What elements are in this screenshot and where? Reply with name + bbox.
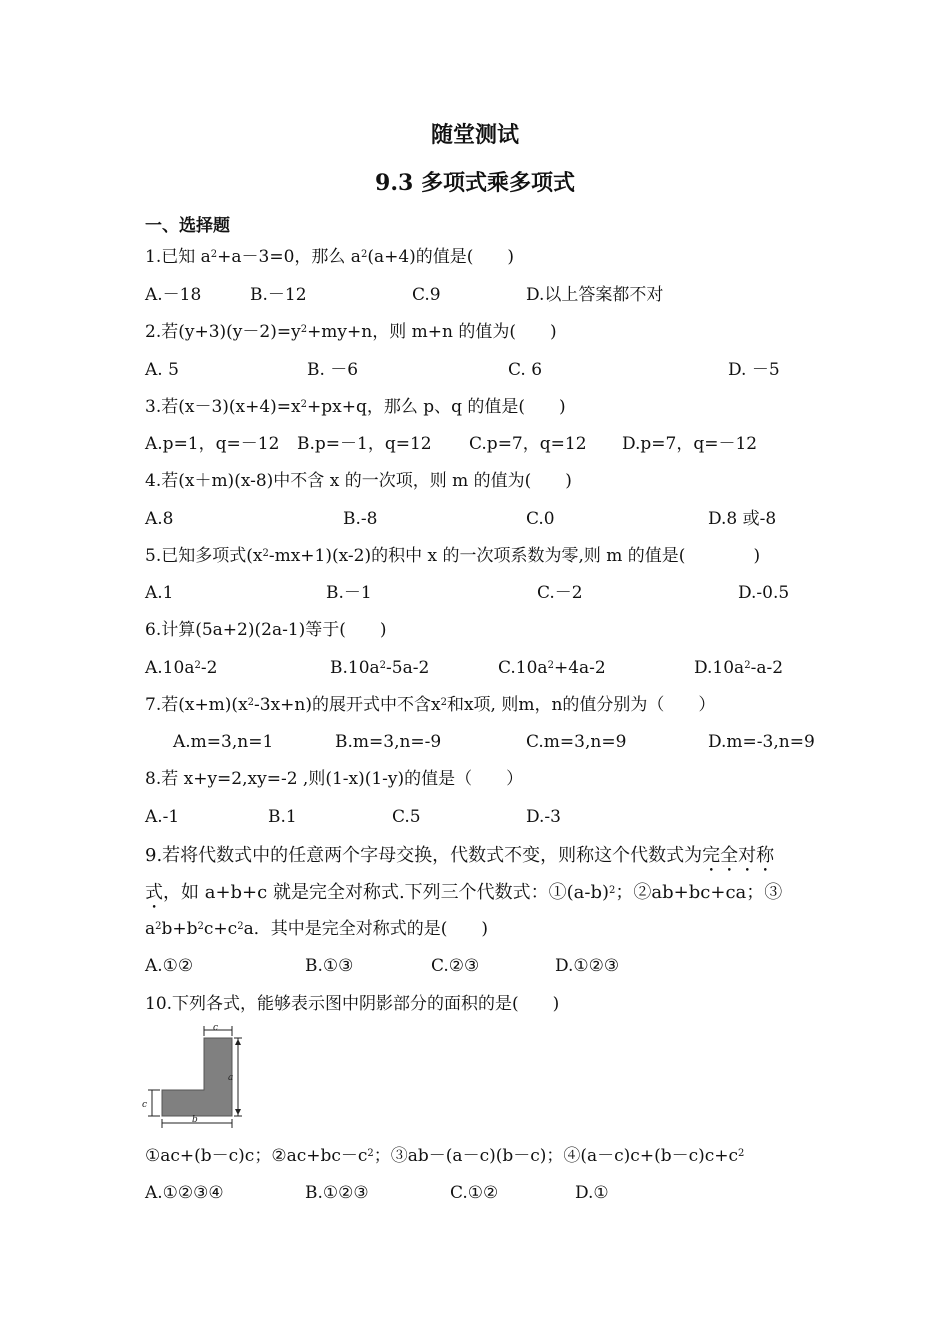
q8-option-c: C.5 [392,807,421,827]
q6-option-b: $B.10a^2-5a-2$ [330,658,430,678]
q7-option-a: A.m=3,n=1 [173,732,274,752]
q1-option-c: C.9 [412,285,441,305]
q7-option-c: C.m=3,n=9 [526,732,627,752]
q9-option-a: A.①② [145,956,194,976]
q10-option-d: D.① [575,1183,609,1203]
q3-option-d: D.p=7，q=－12 [622,434,758,454]
q10-option-a: A.①②③④ [145,1183,224,1203]
question-10: 10.下列各式，能够表示图中阴影部分的面积的是( ) [145,994,560,1014]
q5-option-a: A.1 [145,583,174,603]
question-7: 7.若$(x+m)(x^2-3x+n)$的展开式中不含$x^2$和x项, 则m，n的值分别为（ ） [145,695,716,715]
question-4: 4.若(x＋m)(x-8)中不含 x 的一次项，则 m 的值为( ) [145,471,572,491]
l-shape-figure [140,1022,250,1134]
q9-option-d: D.①②③ [555,956,620,976]
question-3: 3.若$(x-3)(x+4)=x^2+px+q$，那么 p、q 的值是( ) [145,397,566,417]
q7-option-d: D.m=-3,n=9 [708,732,815,752]
q4-option-b: B.-8 [343,509,378,529]
q3-option-b: B.p=－1，q=12 [297,434,432,454]
question-1: 1.已知 $a^2+a-3=0$，那么 $a^2(a+4)$的值是( ) [145,247,515,267]
q10-option-b: B.①②③ [305,1183,369,1203]
question-6: 6.计算(5a+2)(2a-1)等于( ) [145,620,387,640]
q3-option-c: C.p=7，q=12 [469,434,587,454]
q4-option-a: A.8 [145,509,174,529]
question-2: 2.若$(y+3)(y-2)=y^2+my+n$，则 m+n 的值为( ) [145,322,557,342]
question-9-line-2: 式，如 a+b+c 就是完全对称式.下列三个代数式：$①(a-b)^2$；②ab+bc+ca；③ [145,882,783,903]
label-a-side: a [228,1073,234,1083]
label-b-bottom: b [192,1115,198,1125]
label-c-top: c [213,1023,219,1033]
label-c-left: c [142,1100,148,1110]
q7-option-b: B.m=3,n=-9 [335,732,442,752]
q1-option-a: A.－18 [145,285,202,305]
q9-option-c: C.②③ [431,956,480,976]
q8-option-a: A.-1 [145,807,180,827]
q1-option-d: D.以上答案都不对 [526,285,664,305]
q2-option-b: B. －6 [307,360,359,380]
q6-option-d: $D.10a^2-a-2$ [694,658,784,678]
question-8: 8.若 x+y=2,xy=-2 ,则(1-x)(1-y)的值是（ ） [145,769,524,789]
q5-option-b: B.－1 [326,583,372,603]
q8-option-b: B.1 [268,807,297,827]
question-9-line-3: $a^2b+b^2c+c^2a$．其中是完全对称式的是( ) [145,919,488,939]
q4-option-d: D.8 或-8 [708,509,777,529]
q9-option-b: B.①③ [305,956,354,976]
question-9-line-1: 9.若将代数式中的任意两个字母交换，代数式不变，则称这个代数式为完全对称 [145,845,775,866]
q2-option-a: A. 5 [145,360,179,380]
q8-option-d: D.-3 [526,807,561,827]
q2-option-d: D. －5 [728,360,780,380]
q2-option-c: C. 6 [508,360,543,380]
q5-option-c: C.－2 [537,583,583,603]
q5-option-d: D.-0.5 [738,583,790,603]
q6-option-a: $A.10a^2-2$ [145,658,218,678]
page-subtitle: 9.3 多项式乘多项式 [375,170,575,196]
q10-option-c: C.①② [450,1183,499,1203]
q1-option-b: B.－12 [250,285,307,305]
q4-option-c: C.0 [526,509,555,529]
page-title: 随堂测试 [430,122,519,148]
shaded-region [162,1038,232,1116]
q3-option-a: A.p=1，q=－12 [145,434,280,454]
q6-option-c: $C.10a^2+4a-2$ [498,658,606,678]
section-heading: 一、选择题 [145,216,230,236]
question-5: 5.已知多项式$(x^2-mx+1)(x-2)$的积中 x 的一次项系数为零,则 m 的值是( ) [145,546,761,566]
question-10-expressions: ①ac+(b－c)c；$②ac+bc-c^2$；③ab－(a－c)(b－c)；$④(a-c)c+(b-c)c+c^2$ [145,1146,745,1166]
